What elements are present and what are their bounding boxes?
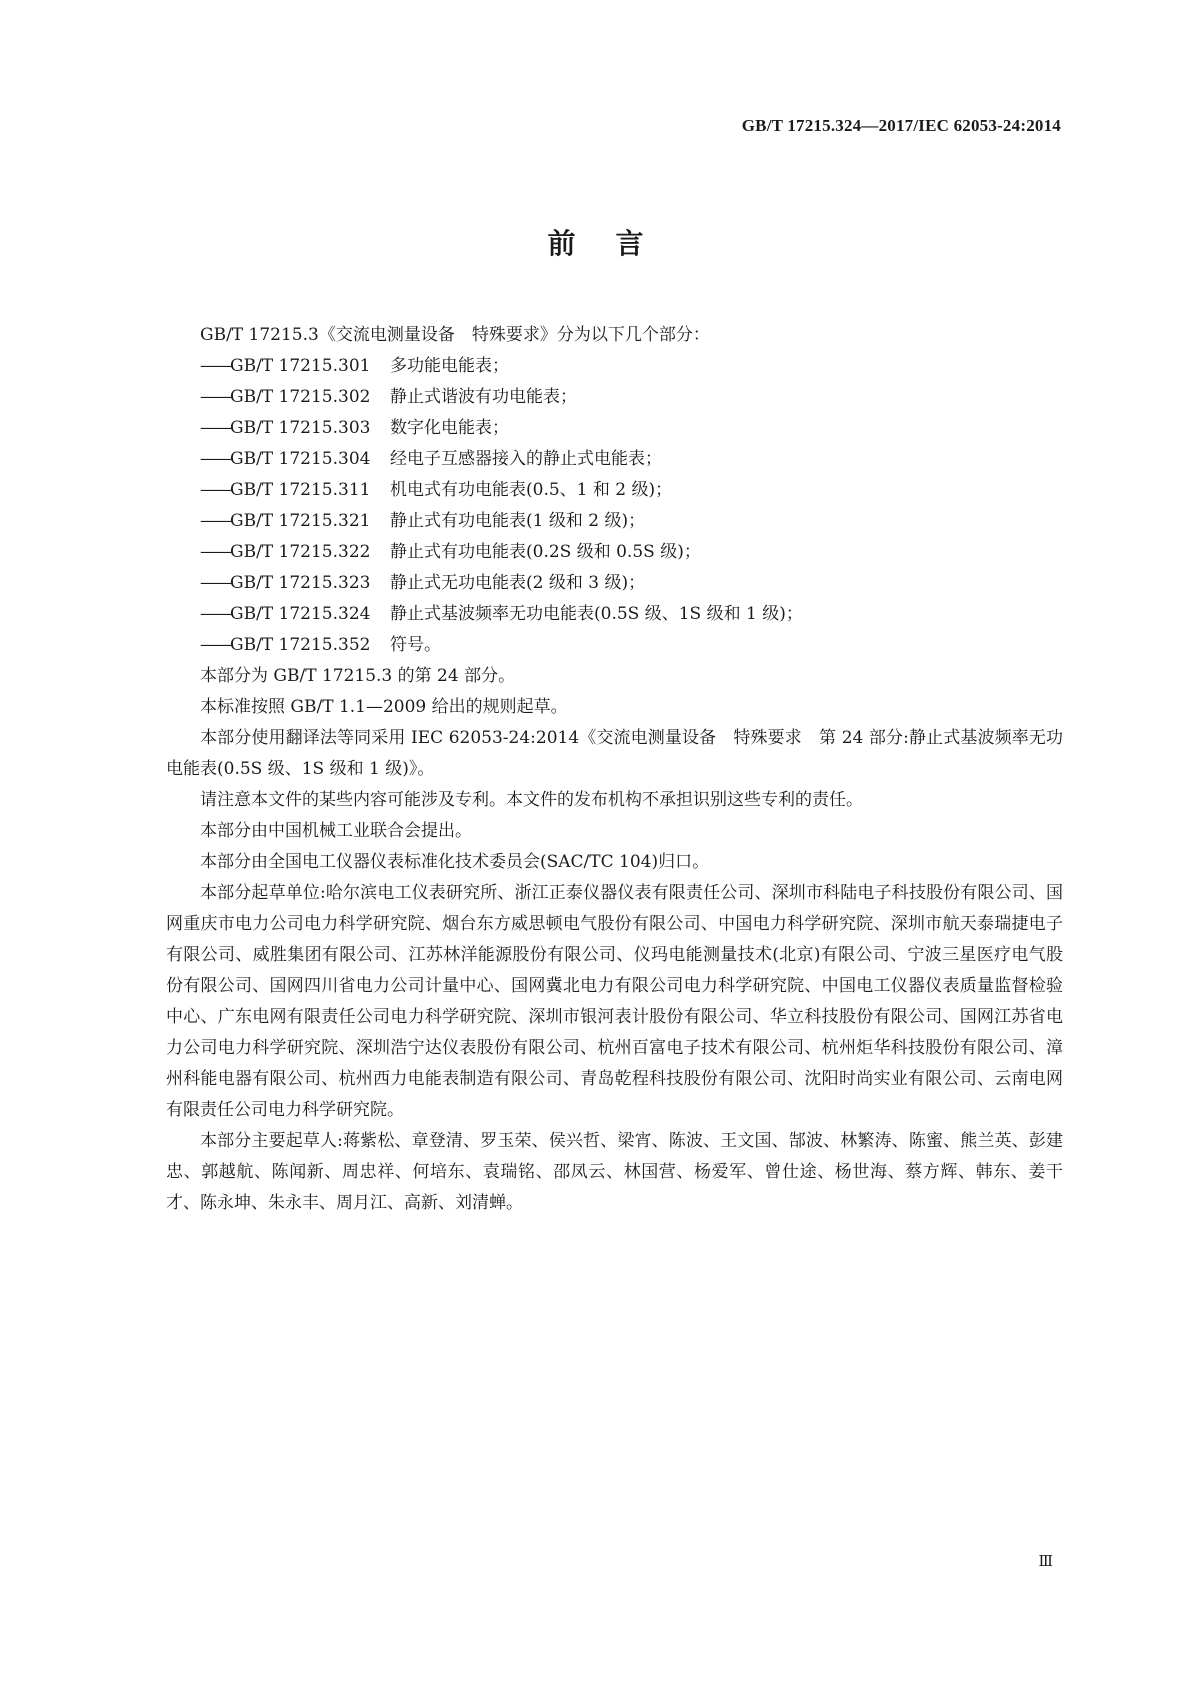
drafting-units-paragraph: 本部分起草单位:哈尔滨电工仪表研究所、浙江正泰仪器仪表有限责任公司、深圳市科陆电子科技股份有限公司、国网重庆市电力公司电力科学研究院、烟台东方威思顿电气股份有限公司、中国电力科学研究院、深圳市航天泰瑞捷电子有限公司、威胜集团有限公司、江苏林洋能源股份有限公司、仪玛电能测量技术(北京)有限公司、宁波三星医疗电气股份有限公司、国网四川省电力公司计量中心、国网冀北电力有限公司电力科学研究院、中国电工仪器仪表质量监督检验中心、广东电网有限责任公司电力科学研究院、深圳市银河表计股份有限公司、华立科技股份有限公司、国网江苏省电力公司电力科学研究院、深圳浩宁达仪表股份有限公司、杭州百富电子技术有限公司、杭州炬华科技股份有限公司、漳州科能电器有限公司、杭州西力电能表制造有限公司、青岛乾程科技股份有限公司、沈阳时尚实业有限公司、云南电网有限责任公司电力科学研究院。	[166, 883, 1063, 1120]
list-item: ——GB/T 17215.322 静止式有功电能表(0.2S 级和 0.5S 级)；	[200, 542, 701, 562]
drafting-rules-paragraph: 本标准按照 GB/T 1.1—2009 给出的规则起草。	[200, 697, 568, 717]
list-item: ——GB/T 17215.323 静止式无功电能表(2 级和 3 级)；	[200, 573, 646, 593]
part-number-paragraph: 本部分为 GB/T 17215.3 的第 24 部分。	[200, 666, 516, 686]
parts-intro: GB/T 17215.3《交流电测量设备 特殊要求》分为以下几个部分：	[200, 325, 710, 345]
adoption-paragraph: 本部分使用翻译法等同采用 IEC 62053-24:2014《交流电测量设备 特殊要求 第 24 部分:静止式基波频率无功电能表(0.5S 级、1S 级和 1 级)》。	[166, 728, 1063, 779]
page-number: Ⅲ	[1038, 1552, 1053, 1570]
parts-list	[166, 351, 1063, 661]
list-item: ——GB/T 17215.324 静止式基波频率无功电能表(0.5S 级、1S 级和 1 级)；	[200, 604, 803, 624]
foreword-body	[166, 320, 1063, 1219]
list-item: ——GB/T 17215.352 符号。	[200, 635, 441, 655]
list-item: ——GB/T 17215.321 静止式有功电能表(1 级和 2 级)；	[200, 511, 646, 531]
page-title: 前言	[547, 227, 684, 260]
standard-header: GB/T 17215.324—2017/IEC 62053-24:2014	[741, 116, 1061, 135]
proposer-paragraph: 本部分由中国机械工业联合会提出。	[200, 821, 472, 841]
list-item: ——GB/T 17215.304 经电子互感器接入的静止式电能表；	[200, 449, 662, 469]
list-item: ——GB/T 17215.311 机电式有功电能表(0.5、1 和 2 级)；	[200, 480, 673, 500]
drafters-paragraph: 本部分主要起草人:蒋紫松、章登清、罗玉荣、侯兴哲、梁宵、陈波、王文国、郜波、林繁涛、陈蜜、熊兰英、彭建忠、郭越航、陈闻新、周忠祥、何培东、袁瑞铭、邵凤云、林国营、杨爱军、曾仕途、杨世海、蔡方辉、韩东、姜干才、陈永坤、朱永丰、周月江、高新、刘清蝉。	[166, 1131, 1063, 1213]
list-item: ——GB/T 17215.302 静止式谐波有功电能表；	[200, 387, 577, 407]
list-item: ——GB/T 17215.303 数字化电能表；	[200, 418, 509, 438]
technical-committee-paragraph: 本部分由全国电工仪器仪表标准化技术委员会(SAC/TC 104)归口。	[200, 852, 710, 872]
patent-notice-paragraph: 请注意本文件的某些内容可能涉及专利。本文件的发布机构不承担识别这些专利的责任。	[200, 790, 863, 810]
list-item: ——GB/T 17215.301 多功能电能表；	[200, 356, 509, 376]
